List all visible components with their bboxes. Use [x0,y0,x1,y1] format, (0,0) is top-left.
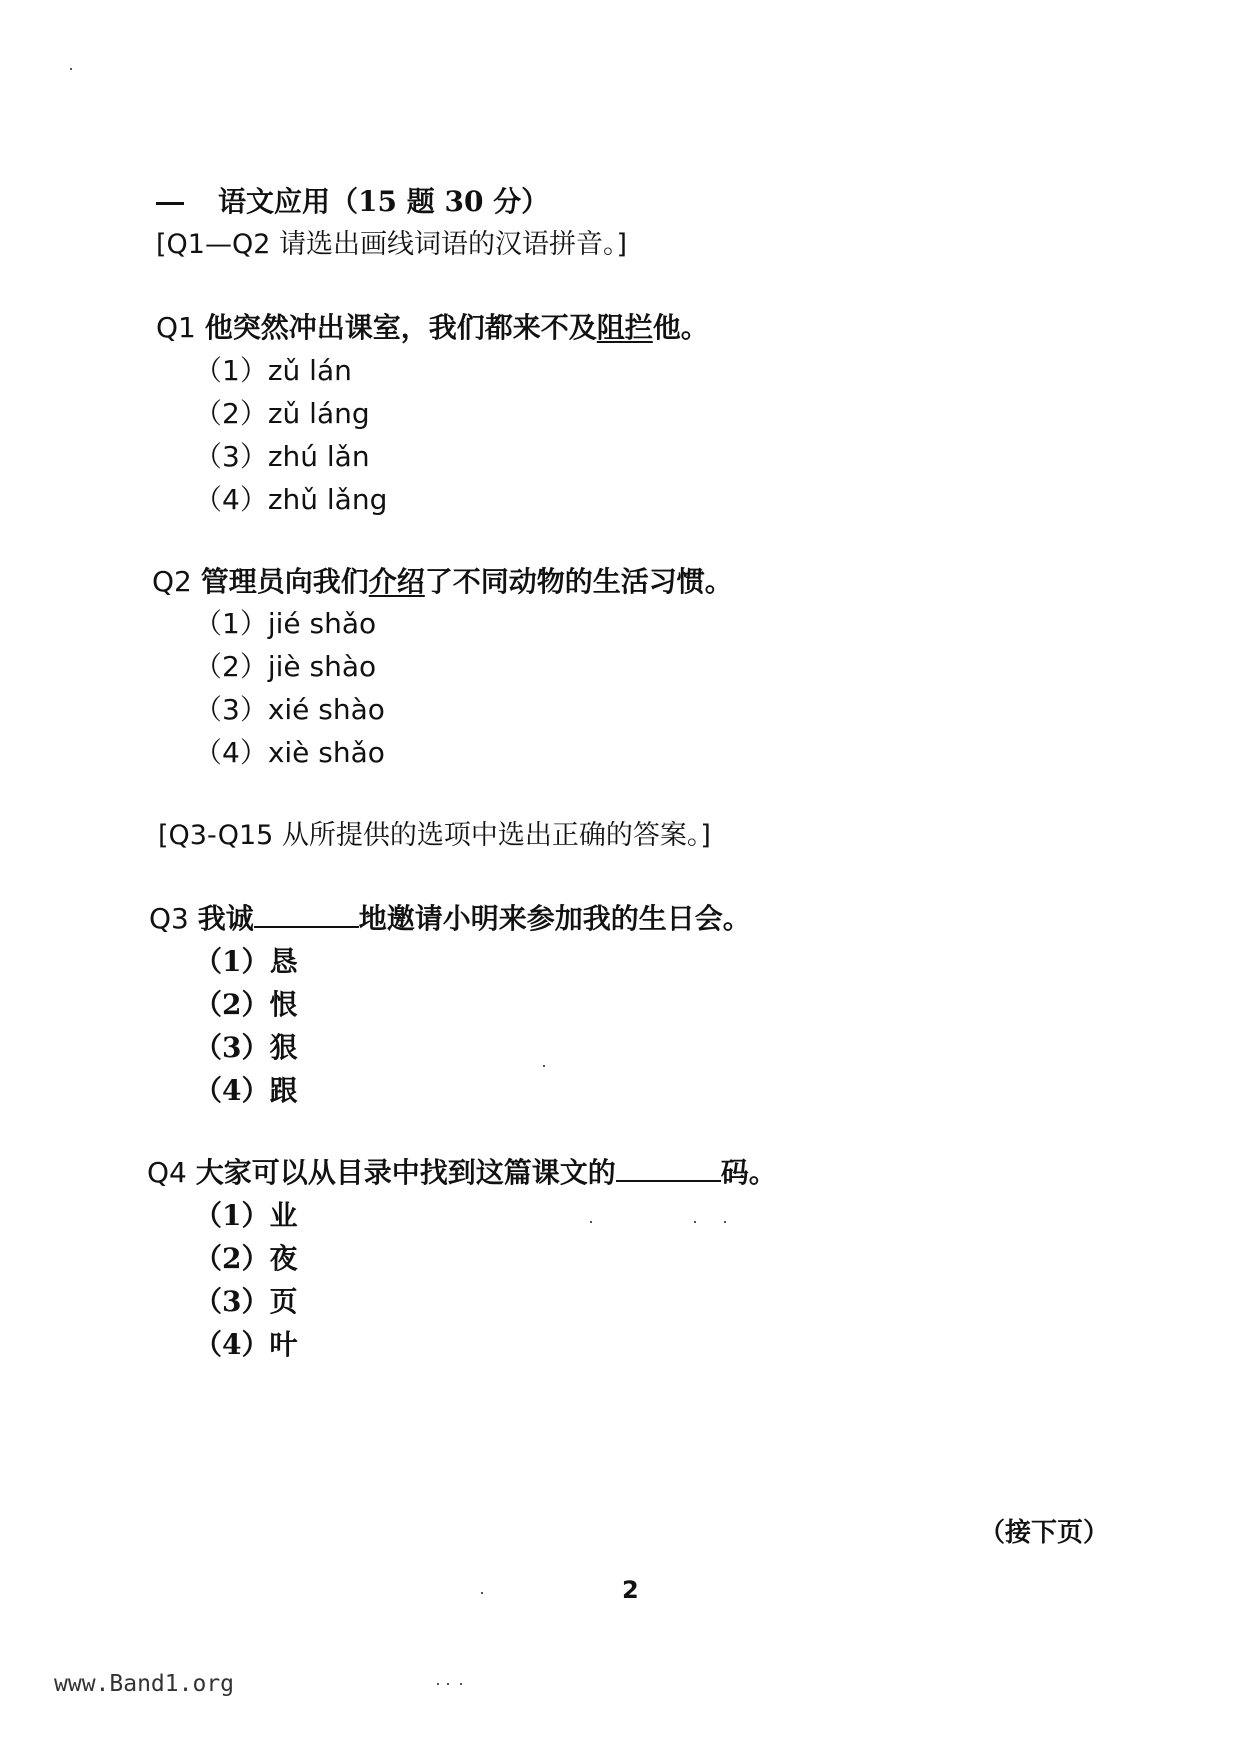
question-number: Q3 [149,902,189,935]
question-text-after: 他。 [652,311,709,344]
option-q3-4: （4）跟 [194,1074,298,1107]
question-q4 [147,1155,777,1191]
option-q2-3: （3）xié shào [194,693,385,726]
answer-blank [616,1156,721,1182]
question-number: Q1 [156,311,196,344]
page-number: 2 [622,1576,639,1604]
option-q4-3: （3）页 [194,1285,298,1318]
underlined-word: 介绍 [368,565,425,598]
scan-speck [694,1221,696,1223]
option-q1-4: （4）zhǔ lǎng [194,483,388,516]
option-q1-3: （3）zhú lǎn [194,440,370,473]
section-dash [156,202,184,205]
question-q3 [149,901,751,937]
section-title [156,184,549,220]
scan-speck [724,1221,726,1223]
question-text-before: 大家可以从目录中找到这篇课文的 [195,1156,616,1189]
scan-speck [481,1592,483,1594]
option-q4-2: （2）夜 [194,1242,298,1275]
option-q3-3: （3）狠 [194,1031,298,1064]
scan-speck [543,1065,545,1067]
instruction-q3-q15: [Q3-Q15 从所提供的选项中选出正确的答案。] [158,820,711,851]
option-q1-1: （1）zǔ lán [194,354,352,387]
scan-speck [447,1683,449,1685]
continue-next-page: （接下页） [978,1518,1109,1548]
question-text-before: 我诚 [197,902,254,935]
option-q4-1: （1）业 [194,1199,298,1232]
underlined-word: 阻拦 [596,311,653,344]
question-text-before: 他突然冲出课室，我们都来不及 [204,311,597,344]
scan-speck [590,1221,592,1223]
question-q1 [156,310,709,346]
question-number: Q2 [152,565,192,598]
option-q4-4: （4）叶 [194,1328,298,1361]
option-q2-4: （4）xiè shǎo [194,736,385,769]
question-text-after: 码。 [720,1156,777,1189]
option-q1-2: （2）zǔ láng [194,397,370,430]
question-text-after: 了不同动物的生活习惯。 [424,565,733,598]
scan-speck [437,1683,439,1685]
question-text-after: 地邀请小明来参加我的生日会。 [358,902,751,935]
section-title-text: 语文应用（15 题 30 分） [218,185,550,218]
watermark-url: www.Band1.org [54,1671,235,1697]
option-q2-1: （1）jié shǎo [194,607,377,640]
question-number: Q4 [147,1156,187,1189]
option-q3-2: （2）恨 [194,988,298,1021]
option-q3-1: （1）恳 [194,945,298,978]
question-q2 [152,564,733,600]
scan-speck [460,1683,462,1685]
answer-blank [254,902,359,928]
question-text-before: 管理员向我们 [200,565,369,598]
scan-speck [70,68,72,70]
option-q2-2: （2）jiè shào [194,650,377,683]
instruction-q1-q2: [Q1—Q2 请选出画线词语的汉语拼音。] [156,229,628,260]
